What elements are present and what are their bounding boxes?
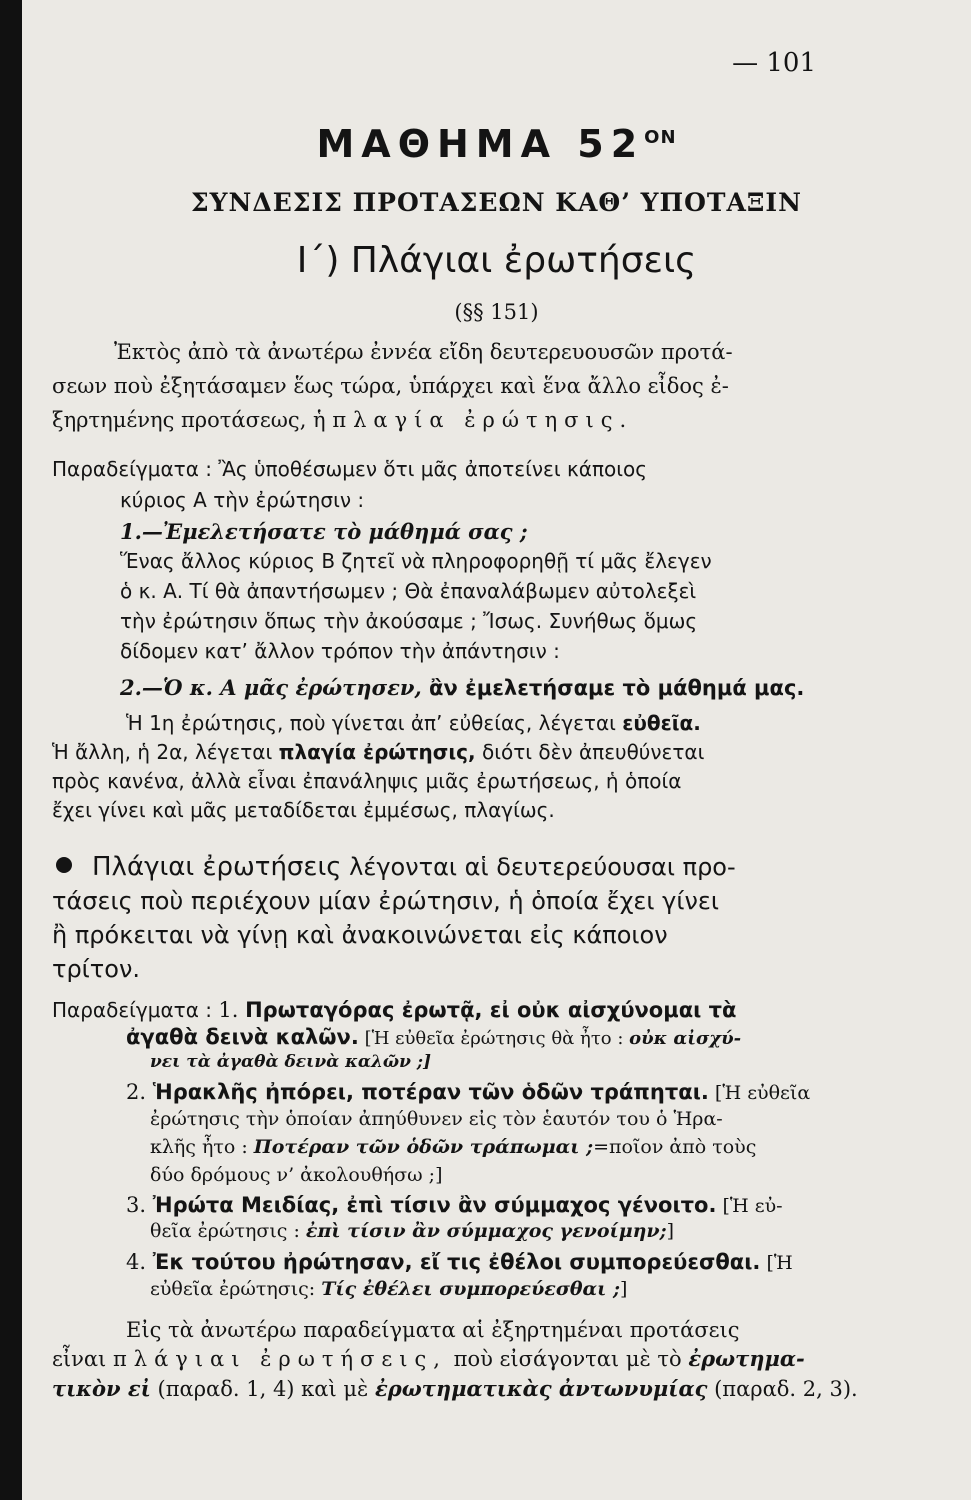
example-1-greek: Πρωταγόρας ἐρωτᾷ, εἰ οὐκ αἰσχύνομαι τὰ xyxy=(245,998,737,1022)
example-2-gloss: =ποῖον ἀπὸ τοὺς xyxy=(593,1136,757,1158)
rule-line-4: τρίτον. xyxy=(52,955,140,983)
example-2-greek: Ἡρακλῆς ἠπόρει, ποτέραν τῶν ὁδῶν τράπηται. xyxy=(152,1080,709,1104)
example-4-greek: Ἐκ τούτου ἠρώτησαν, εἴ τις ἐθέλοι συμπορεύεσθαι. xyxy=(152,1250,761,1274)
conclusion-line-3-ref: (παραδ. 1, 4) καὶ μὲ xyxy=(150,1377,375,1401)
explanation-line-1-text: Ἡ 1η ἐρώτησις, ποὺ γίνεται ἀπ’ εὐθείας, λέγεται xyxy=(126,711,623,735)
indirect-question-example xyxy=(120,676,804,700)
example-1-direct: οὐκ αἰσχύ- xyxy=(629,1028,742,1049)
explanation-line-2-end: διότι δὲν ἀπευθύνεται xyxy=(475,740,705,764)
example-3-line-1 xyxy=(126,1193,783,1218)
example-3-line-2 xyxy=(150,1221,674,1243)
example-2-direct: Ποτέραν τῶν ὁδῶν τράπωμαι ; xyxy=(253,1136,594,1158)
example-3-bracket: ] xyxy=(666,1220,675,1242)
example-4-note-2: εὐθεῖα ἐρώτησις: xyxy=(150,1278,322,1300)
example-1-line-1 xyxy=(52,998,736,1022)
bullet-icon xyxy=(56,857,72,873)
example-1-line-3: νει τὰ ἀγαθὰ δεινὰ καλῶν ;] xyxy=(150,1052,432,1072)
example-3-direct: ἐπὶ τίσιν ἂν σύμμαχος γενοίμην; xyxy=(305,1220,667,1242)
examples-1-line-2: κύριος Α τὴν ἐρώτησιν : xyxy=(120,488,365,512)
rule-line-1 xyxy=(56,853,736,883)
explanation-line-3: πρὸς κανένα, ἀλλὰ εἶναι ἐπανάληψις μιᾶς ἐρωτήσεως, ἡ ὁποία xyxy=(52,769,682,793)
term-interrogative-ei: τικὸν εἰ xyxy=(52,1376,151,1401)
examples-1-line-6: τὴν ἐρώτησιν ὅπως τὴν ἀκούσαμε ; Ἴσως. Συνήθως ὅμως xyxy=(120,609,698,633)
examples-label: Παραδείγματα : xyxy=(52,457,219,481)
intro-line-1: Ἐκτὸς ἀπὸ τὰ ἀνωτέρω ἐννέα εἴδη δευτερευουσῶν προτά- xyxy=(114,340,733,364)
examples-1-line-7: δίδομεν κατ’ ἄλλον τρόπον τὴν ἀπάντησιν : xyxy=(120,639,560,663)
conclusion-line-3 xyxy=(52,1377,858,1401)
rule-line-3: ἢ πρόκειται νὰ γίνῃ καὶ ἀνακοινώνεται εἰς κάποιον xyxy=(52,921,668,949)
conclusion-line-1: Εἰς τὰ ἀνωτέρω παραδείγματα αἱ ἐξηρτημέναι προτάσεις xyxy=(126,1318,740,1342)
example-2-line-1 xyxy=(126,1080,810,1105)
example-3-greek: Ἠρώτα Μειδίας, ἐπὶ τίσιν ἂν σύμμαχος γένοιτο. xyxy=(152,1193,717,1217)
intro-line-2: σεων ποὺ ἐξητάσαμεν ἕως τώρα, ὑπάρχει καὶ ἕνα ἄλλο εἶδος ἐ- xyxy=(52,374,729,398)
example-1-line-2 xyxy=(126,1025,741,1050)
term-indirect-question: πλαγία ἐρώτησις. xyxy=(332,408,634,432)
book-page xyxy=(22,0,971,1500)
example-2-line-4: δύο δρόμους ν’ ἀκολουθήσω ;] xyxy=(150,1164,443,1186)
explanation-line-1 xyxy=(126,712,701,735)
term-direct: εὐθεῖα. xyxy=(622,711,701,735)
example-1-greek-end: ἀγαθὰ δεινὰ καλῶν. xyxy=(126,1025,359,1049)
intro-line-3 xyxy=(52,408,633,432)
indirect-question-intro: 2.—Ὁ κ. Α μᾶς ἐρώτησεν, xyxy=(120,675,430,700)
examples-1-line-5: ὁ κ. Α. Τί θὰ ἀπαντήσωμεν ; Θὰ ἐπαναλάβωμεν αὐτολεξεὶ xyxy=(120,579,697,603)
conclusion-line-2-text: εἶναι xyxy=(52,1347,113,1371)
rule-line-1-text: λέγονται αἱ δευτερεύουσαι προ- xyxy=(341,853,736,881)
example-1-number: 1. xyxy=(218,998,246,1022)
lesson-title xyxy=(22,122,971,166)
example-3-number: 3. xyxy=(126,1193,153,1217)
example-2-note: [Ἡ εὐθεῖα xyxy=(708,1082,811,1104)
explanation-line-2 xyxy=(52,741,704,764)
examples-1-text: Ἂς ὑποθέσωμεν ὅτι μᾶς ἀποτείνει κάποιος xyxy=(218,457,647,481)
section-reference: (§§ 151) xyxy=(454,300,539,324)
rule-line-2: τάσεις ποὺ περιέχουν μίαν ἐρώτησιν, ἡ ὁποία ἔχει γίνει xyxy=(52,887,719,915)
lesson-title-superscript: ΟΝ xyxy=(644,127,677,148)
explanation-line-4: ἔχει γίνει καὶ μᾶς μεταδίδεται ἐμμέσως, πλαγίως. xyxy=(52,798,555,822)
rule-term: Πλάγιαι ἐρωτήσεις xyxy=(92,852,342,882)
indirect-question-clause: ἂν ἐμελετήσαμε τὸ μάθημά μας. xyxy=(429,676,805,700)
example-4-note: [Ἡ xyxy=(760,1252,793,1274)
section-title: Ι΄) Πλάγιαι ἐρωτήσεις xyxy=(296,240,697,281)
conclusion-line-2-mid: ποὺ εἰσάγονται μὲ τὸ xyxy=(446,1347,689,1371)
page-number: — 101 xyxy=(732,48,816,78)
conclusion-line-2 xyxy=(52,1347,805,1371)
chapter-subtitle: ΣΥΝΔΕΣΙΣ ΠΡΟΤΑΣΕΩΝ ΚΑΘ’ ΥΠΟΤΑΞΙΝ xyxy=(191,188,802,217)
example-2-number: 2. xyxy=(126,1080,153,1104)
conclusion-line-3-end: (παραδ. 2, 3). xyxy=(707,1377,858,1401)
examples-1-line-4: Ἕνας ἄλλος κύριος Β ζητεῖ νὰ πληροφορηθῇ τί μᾶς ἔλεγεν xyxy=(120,549,712,573)
example-2-line-3 xyxy=(150,1137,756,1159)
term-interrogative-pronouns: ἐρωτηματικὰς ἀντωνυμίας xyxy=(374,1376,708,1401)
examples-1-line-1 xyxy=(52,458,647,481)
example-4-number: 4. xyxy=(126,1250,153,1274)
example-3-note: [Ἡ εὐ- xyxy=(716,1195,783,1217)
example-2-note-2: κλῆς ἦτο : xyxy=(150,1136,254,1158)
direct-question-example: 1.—Ἐμελετήσατε τὸ μάθημά σας ; xyxy=(120,519,528,544)
example-4-line-2 xyxy=(150,1279,627,1301)
example-4-line-1 xyxy=(126,1250,793,1275)
example-1-note: [Ἡ εὐθεῖα ἐρώτησις θὰ ἦτο : xyxy=(358,1028,630,1049)
term-indirect-questions: πλάγιαι ἐρωτήσεις, xyxy=(112,1347,447,1371)
lesson-title-text: ΜΑΘΗΜΑ 52 xyxy=(316,122,645,166)
example-3-note-2: θεῖα ἐρώτησις : xyxy=(150,1220,306,1242)
examples-2-label: Παραδείγματα : xyxy=(52,998,219,1022)
example-4-direct: Τίς ἐθέλει συμπορεύεσθαι ; xyxy=(321,1278,620,1300)
example-4-bracket: ] xyxy=(619,1278,628,1300)
term-indirect-bold: πλαγία ἐρώτησις, xyxy=(278,740,476,764)
term-interrogative: ἐρωτημα- xyxy=(688,1346,805,1371)
intro-line-3-text: ξηρτημένης προτάσεως, ἡ xyxy=(52,408,333,432)
explanation-line-2-text: Ἡ ἄλλη, ἡ 2α, λέγεται xyxy=(52,740,279,764)
example-2-line-2: ἐρώτησις τὴν ὁποίαν ἀπηύθυνεν εἰς τὸν ἑαυτόν του ὁ Ἡρα- xyxy=(150,1108,723,1130)
